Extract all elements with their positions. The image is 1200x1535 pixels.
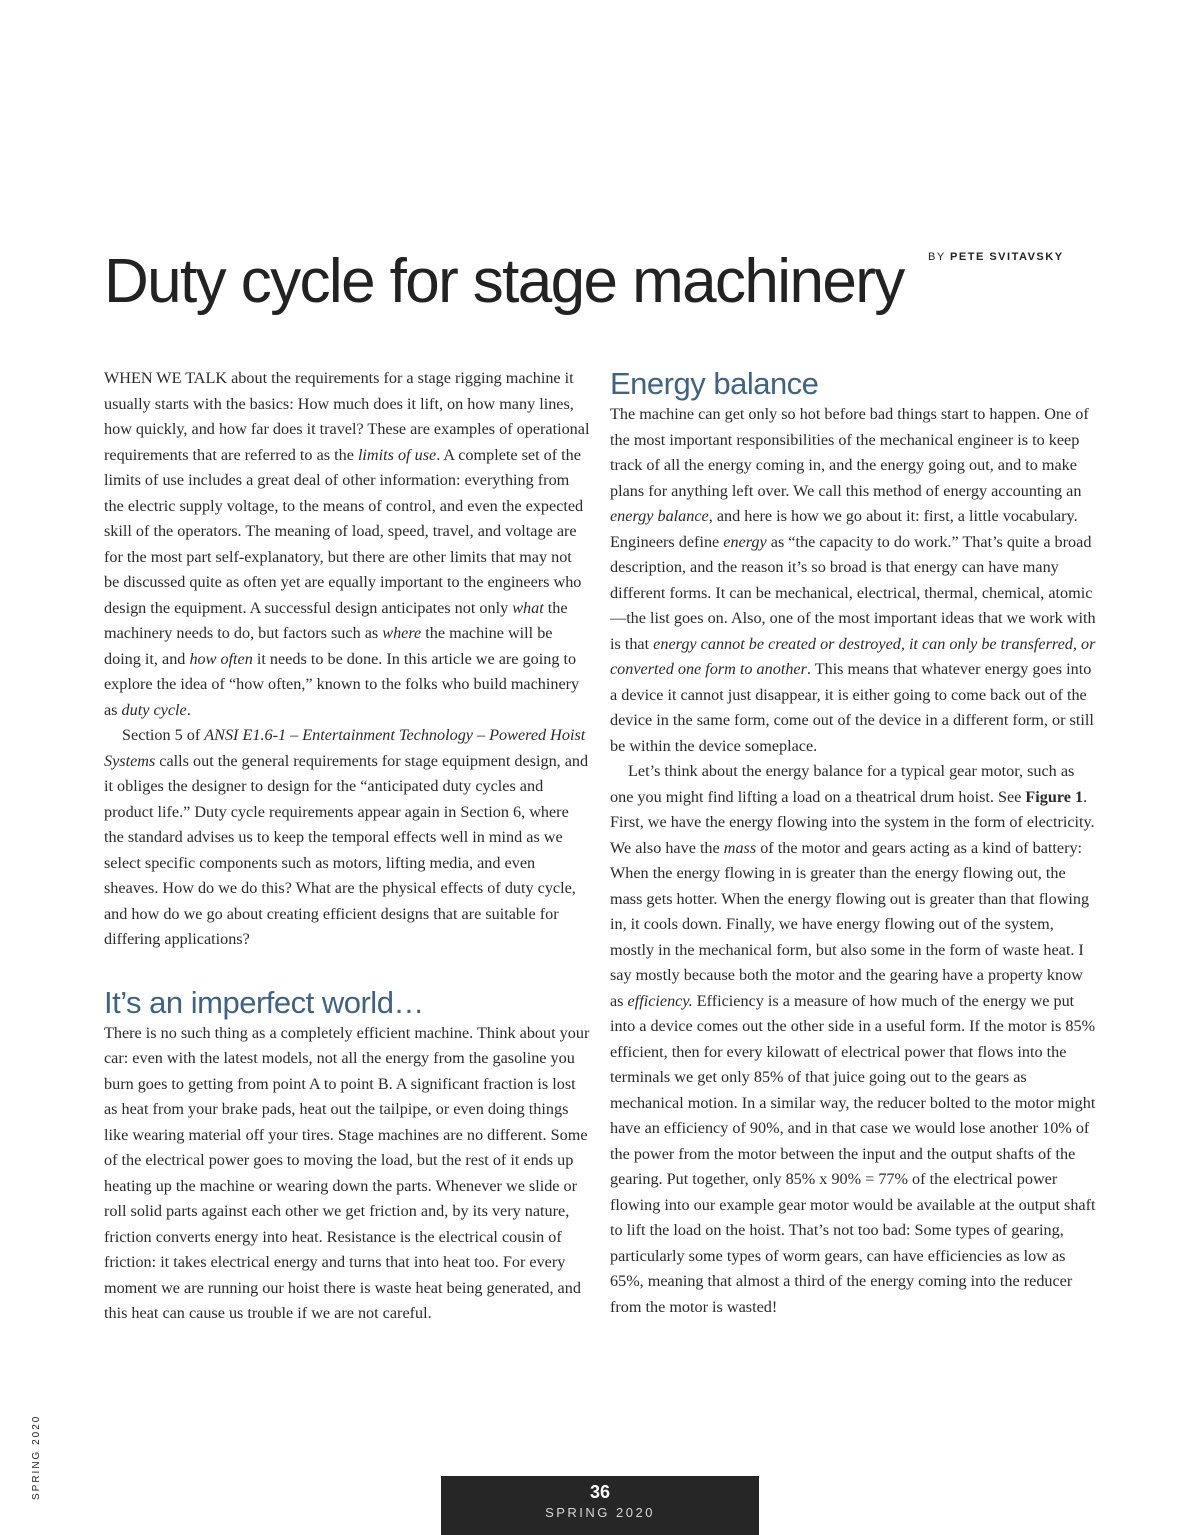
side-issue-label: SPRING 2020 [31, 1414, 42, 1500]
article-title: Duty cycle for stage machinery [104, 246, 904, 316]
section5-paragraph: Section 5 of ANSI E1.6-1 – Entertainment Technology – Powered Hoist Systems calls out the general requirements for stage equipment design, and it obliges the designer to design for the “anticipated duty cycles and product life.” Duty cycle requirements appear again in Section 6, where the standard advises us to keep the temporal effects well in mind as we select specific components such as motors, lifting media, and even sheaves. How do we do this? What are the physical effects of duty cycle, and how do we go about creating efficient designs that are suitable for differing applications? [104, 726, 589, 948]
gear-motor-paragraph: Let’s think about the energy balance for a typical gear motor, such as one you might find lifting a load on a theatrical drum hoist. See Figure 1. First, we have the energy flowing into the system in the form of electricity. We also have the mass of the motor and gears acting as a kind of battery: When the energy flowing in is greater than the energy flowing out, the mass gets hotter. When the energy flowing out is greater than that flowing in, it cools down. Finally, we have energy flowing out of the system, mostly in the mechanical form, but also some in the form of waste heat. I say mostly because both the motor and the gearing have a property know as efficiency. Efficiency is a measure of how much of the energy we put into a device comes out the other side in a useful form. If the motor is 85% efficient, then for every kilowatt of electrical power that flows into the terminals we get only 85% of that juice going out to the gears as mechanical motion. In a similar way, the reducer bolted to the motor might have an efficiency of 90%, and in that case we would lose another 10% of the power from the motor between the input and the output shafts of the gearing. Put together, only 85% x 90% = 77% of the electrical power flowing into our example gear motor would be available at the output shaft to lift the load on the hoist. That’s not too bad: Some types of gearing, particularly some types of worm gears, can have efficiencies as low as 65%, meaning that almost a third of the energy coming into the reducer from the motor is wasted! [610, 762, 1096, 1316]
heading-energy-balance: Energy balance [610, 366, 819, 401]
left-column [104, 366, 590, 1327]
byline [928, 251, 1064, 263]
footer-issue: SPRING 2020 [545, 1505, 655, 1520]
heading-imperfect-world: It’s an imperfect world… [104, 984, 424, 1020]
imperfect-world-paragraph: There is no such thing as a completely efficient machine. Think about your car: even with the latest models, not all the energy from the gasoline you burn goes to getting from point A to point B. A significant fraction is lost as heat from your brake pads, heat out the tailpipe, or even doing things like wearing material off your tires. Stage machines are no different. Some of the electrical power goes to moving the load, but the rest of it ends up heating up the machine or wearing down the parts. Whenever we slide or roll solid parts against each other we get friction and, by its very nature, friction converts energy into heat. Resistance is the electrical cousin of friction: it takes electrical energy and turns that into heat too. For every moment we are running our hoist there is waste heat being generated, and this heat can cause us trouble if we are not careful. [104, 1023, 590, 1322]
author-name: PETE SVITAVSKY [950, 251, 1064, 263]
page-number: 36 [589, 1482, 611, 1502]
energy-balance-paragraph: The machine can get only so hot before bad things start to happen. One of the most important responsibilities of the mechanical engineer is to keep track of all the energy coming in, and the energy going out, and to make plans for anything left over. We call this method of energy accounting an energy balance, and here is how we go about it: first, a little vocabulary. Engineers define energy as “the capacity to do work.” That’s quite a broad description, and the reason it’s so broad is that energy can have many different forms. It can be mechanical, electrical, thermal, chemical, atomic—the list goes on. Also, one of the most important ideas that we work with is that energy cannot be created or destroyed, it can only be transferred, or converted one form to another. This means that whatever energy goes into a device it cannot just disappear, it is either going to come back out of the device in the same form, come out of the device in a different form, or still be within the device someplace. [610, 405, 1096, 755]
right-column [610, 366, 1096, 1320]
byline-prefix: BY [928, 251, 946, 263]
page-footer [441, 1476, 759, 1535]
figure-reference: Figure 1 [1025, 787, 1084, 806]
intro-paragraph: WHEN WE TALK about the requirements for a stage rigging machine it usually starts with the basics: How much does it lift, on how many lines, how quickly, and how far does it travel? These are examples of operational requirements that are referred to as the limits of use. A complete set of the limits of use includes a great deal of other information: everything from the electric supply voltage, to the means of control, and even the expected skill of the operators. The meaning of load, speed, travel, and voltage are for the most part self-explanatory, but there are other limits that may not be discussed quite as often yet are equally important to the engineers who design the equipment. A successful design anticipates not only what the machinery needs to do, but factors such as where the machine will be doing it, and how often it needs to be done. In this article we are going to explore the idea of “how often,” known to the folks who build machinery as duty cycle. [104, 369, 590, 719]
